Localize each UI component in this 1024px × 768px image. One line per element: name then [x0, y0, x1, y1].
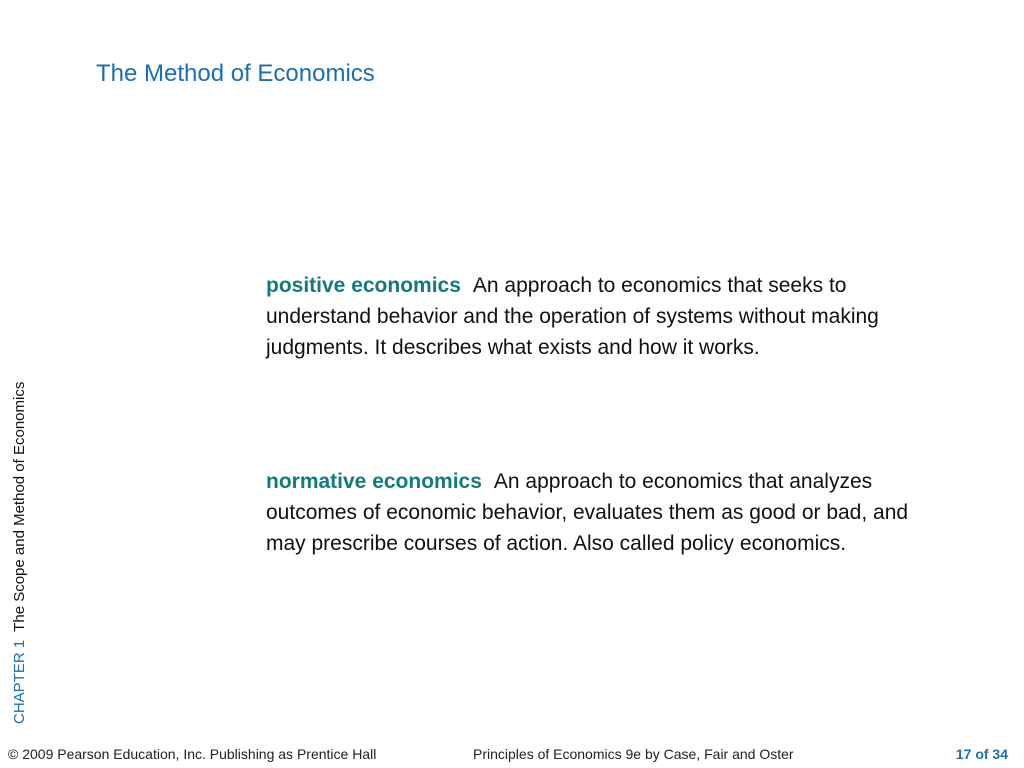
definition-text: An approach to economics that analyzes outcomes of economic behavior, evaluates them as good or bad, and may prescribe courses of action. Also called policy economics.	[266, 470, 909, 555]
slide-title: The Method of Economics	[96, 60, 375, 87]
chapter-title: The Scope and Method of Economics	[11, 381, 28, 632]
definition-positive-economics	[266, 270, 926, 363]
definition-term: positive economics	[266, 274, 461, 297]
chapter-number: CHAPTER 1	[11, 639, 28, 724]
definition-text: An approach to economics that seeks to understand behavior and the operation of systems without making judgments. It describes what exists and how it works.	[266, 274, 879, 359]
footer-copyright: © 2009 Pearson Education, Inc. Publishing as Prentice Hall	[8, 746, 377, 762]
definition-normative-economics	[266, 466, 926, 559]
chapter-side-label	[10, 382, 30, 724]
footer-book-title: Principles of Economics 9e by Case, Fair and Oster	[473, 746, 794, 762]
definition-term: normative economics	[266, 470, 482, 493]
page-number: 17 of 34	[955, 746, 1008, 762]
